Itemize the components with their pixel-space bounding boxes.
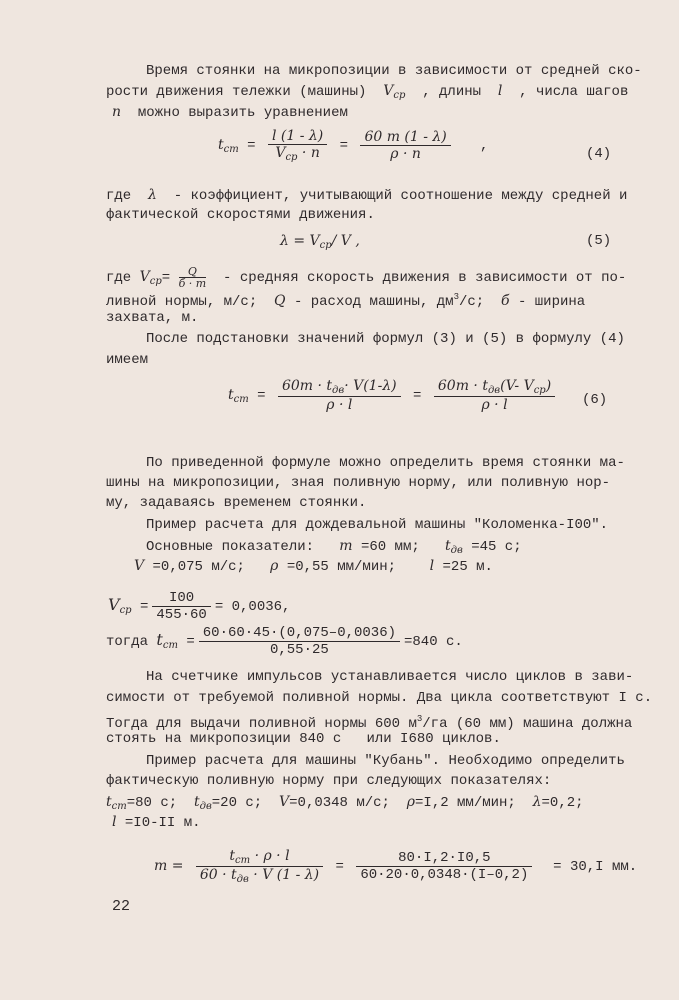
para4-line1: На счетчике импульсов устанавливается число циклов в зави- xyxy=(146,669,634,685)
para4-line3: Тогда для выдачи поливной нормы 600 $м^3/га$ (60 мм) машина должна xyxy=(106,714,633,732)
example1-line2: Основные показатели: m =60 мм; $t_{дв} =45$ с; xyxy=(146,538,522,556)
calc-vcp: $V_{ср}$ = $\frac{I00}{455\cdot 60}$ = 0,0036, xyxy=(108,590,291,623)
page-number: 22 xyxy=(112,898,131,915)
where1-line1: где λ - коэффициент, учитывающий соотношение между средней и xyxy=(106,187,628,204)
para2-line1: После подстановки значений формул (3) и (5) в формулу (4) xyxy=(146,331,625,347)
example1-line1: Пример расчета для дождевальной машины "Коломенка-I00". xyxy=(146,517,609,533)
example1-line3: V =0,075 м/с; ρ =0,55 мм/мин; l =25 м. xyxy=(134,558,493,575)
where2-line1: где $V_{ср}=$ $\frac{Q}{б \cdot m}$ - средняя скорость движения в зависимости от по- xyxy=(106,265,627,290)
equation-4: $t_{ст}$ = $\frac{l (1 - \lambda)}{V_{ср} \cdot n}$ = $\frac{60 m (1 - \lambda)}{\rho \cdot n}$ , xyxy=(218,128,489,163)
para4-line2: симости от требуемой поливной нормы. Два цикла соответствуют I с. xyxy=(106,690,653,706)
calc-tst: тогда $t_{ст}$ = $\frac{60\cdot 60\cdot 45\cdot(0,075-0,0036)}{0,55\cdot 25}$ =840 с. xyxy=(106,625,463,658)
example2-line4: l =I0-II м. xyxy=(112,814,201,831)
para4-line4: стоять на микропозиции 840 с или I680 циклов. xyxy=(106,731,501,747)
where2-line3: захвата, м. xyxy=(106,310,199,326)
para3-line2: шины на микропозиции, зная поливную норму, или поливную нор- xyxy=(106,475,611,491)
example2-line3: $t_{ст}=80$ с; $t_{дв}=20$ с; V=0,0348 м/с; ρ=I,2 мм/мин; λ=0,2; xyxy=(106,794,584,812)
equation-5: $\lambda = V_{ср}/$ V , xyxy=(280,233,360,251)
equation-5-number: (5) xyxy=(586,233,612,249)
equation-6-number: (6) xyxy=(582,392,608,408)
para1-line3: n можно выразить уравнением xyxy=(112,104,348,121)
para3-line3: му, задаваясь временем стоянки. xyxy=(106,495,367,511)
para1-line2: рости движения тележки (машины) $V_{ср}$ , длины l , числа шагов xyxy=(106,83,629,101)
equation-6: $t_{ст}$ = $\frac{60m \cdot t_{дв}\cdot V(1-\lambda)}{\rho \cdot l}$ = $\frac{60m \cdot t_{дв}(V- V_{ср})}{\rho \cdot l}$ xyxy=(228,378,559,413)
where1-line2: фактической скоростями движения. xyxy=(106,207,375,223)
where2-line2: ливной нормы, м/с; Q - расход машины, $дм^3/с$; б - ширина xyxy=(106,292,586,310)
para2-line2: имеем xyxy=(106,352,149,368)
calc-m: m = $\frac{t_{ст} \cdot \rho \cdot l}{60 \cdot t_{дв} \cdot V (1 - \lambda)}$ = $\frac{80\cdot I,2\cdot I0,5}{60\cdot 20\cdot 0,0348\cdot(I-0,2)}$ = 30,I мм. xyxy=(154,848,638,885)
example2-line1: Пример расчета для машины "Кубань". Необходимо определить xyxy=(146,753,625,769)
para1-line1: Время стоянки на микропозиции в зависимости от средней ско- xyxy=(146,63,642,79)
para3-line1: По приведенной формуле можно определить время стоянки ма- xyxy=(146,455,625,471)
example2-line2: фактическую поливную норму при следующих показателях: xyxy=(106,773,552,789)
equation-4-number: (4) xyxy=(586,146,612,162)
